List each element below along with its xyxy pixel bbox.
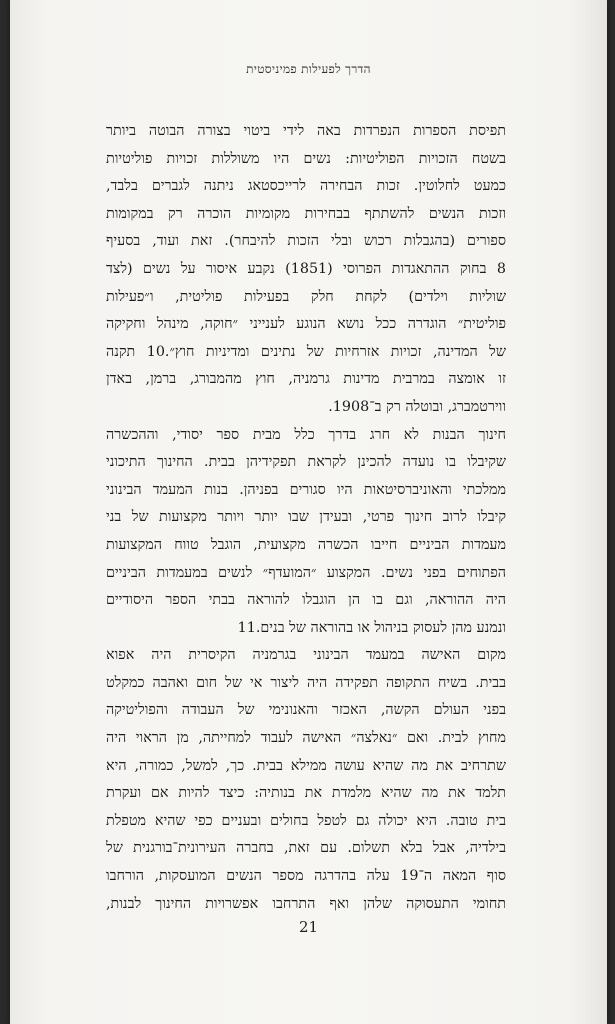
text-line: ווירטמברג, ובוטלה רק ב־1908. [328, 398, 506, 415]
text-line: שקיבלו בו נועדה להכינן לקראת תפקידיהן בבית. החינוך התיכוני [106, 454, 506, 471]
text-line: זו אומצה במרבית מדינות גרמניה, חוץ מהמבורג, ברמן, באדן [106, 371, 506, 388]
text-line: שתרחיב את מה שהיא עושה ממילא בבית. כך, למשל, כמורה, היא [106, 757, 506, 774]
text-line: הפתוחים בפני נשים. המקצוע ״המועדף״ לנשים במעמדות הביניים [106, 564, 506, 581]
running-header: הדרך לפעילות פמיניסטית [246, 62, 371, 76]
paragraph [106, 422, 506, 643]
text-line: ממלכתי והאוניברסיטאות היו סגורים בפניהן. בנות המעמד הבינוני [106, 481, 506, 498]
text-line: קיבלו לרוב חינוך פרטי, ובעידן שבו יותר ויותר מקצועות של בני [106, 509, 506, 526]
text-line: פוליטית״ הוגדרה ככל נושא הנוגע לענייני ״חוקה, מינהל וחקיקה [106, 316, 506, 333]
body-text [106, 118, 506, 918]
paragraph [106, 642, 506, 918]
text-line: וזכות הנשים להשתתף בבחירות מקומיות הוכרה רק במקומות [106, 205, 506, 222]
text-line: שוליות וילדים) לקחת חלק בפעילות פוליטית, ו״פעילות [106, 288, 506, 305]
text-line: 8 בחוק ההתאגדות הפרוסי (1851) נקבע איסור על נשים (לצד [106, 260, 506, 277]
text-line: של המדינה, זכויות אזרחיות של נתינים ומדיניות חוץ״.10 תקנה [106, 343, 506, 360]
text-line: היה ההוראה, וגם בו הן הוגבלו להוראה בבתי הספר היסודיים [106, 592, 506, 609]
text-line: תפיסת הספרות הנפרדות באה לידי ביטוי בצורה הבוטה ביותר [106, 123, 506, 139]
text-line: מקום האישה במעמד הבינוני בגרמניה הקיסרית היה אפוא [106, 647, 506, 664]
text-line: ונמנע מהן לעסוק בניהול או בהוראה של בנים.11 [237, 619, 506, 636]
text-line: חינוך הבנות לא חרג בדרך כלל מבית ספר יסודי, וההכשרה [106, 426, 506, 443]
text-line: בפני העולם הקשה, האכזר והאנונימי של העבודה והפוליטיקה [106, 702, 506, 719]
text-line: כמעט לחלוטין. זכות הבחירה לרייכסטאג ניתנה לגברים בלבד, [106, 178, 506, 195]
text-line: תחומי התעסוקה שלהן ואף התרחבו אפשרויות החינוך לבנות, [106, 895, 506, 912]
text-line: סוף המאה ה־19 עלה בהדרגה מספר הנשים המועסקות, הורחבו [106, 868, 506, 885]
text-line: בילדיה, אבל בלא תשלום. עם זאת, בחברה העירונית־בורגנית של [106, 840, 506, 857]
text-line: מחוץ לבית. ואם ״נאלצה״ האישה לעבוד למחייתה, מן הראוי היה [106, 730, 506, 747]
paragraph [106, 118, 506, 422]
text-line: בשטח הזכויות הפוליטיות: נשים היו משוללות זכויות פוליטיות [106, 150, 506, 167]
book-page [10, 0, 607, 1024]
text-line: תלמד את מה שהיא מלמדת את בנותיה: כיצד להיות אם ועקרת [106, 785, 506, 802]
text-line: מעמדות הביניים חייבו הכשרה מקצועית, הוגבל טווח המקצועות [106, 536, 506, 553]
text-line: בבית. בשיח התקופה תפקידה היה ליצור אי של חום ואהבה כמקלט [106, 674, 506, 691]
text-line: בית טובה. היא יכולה גם לטפל בחולים ובעניים כפי שהיא מטפלת [106, 812, 506, 829]
text-line: ספורים (בהגבלות רכוש ובלי הזכות להיבחר). זאת ועוד, בסעיף [106, 233, 506, 250]
page-number: 21 [298, 918, 319, 936]
